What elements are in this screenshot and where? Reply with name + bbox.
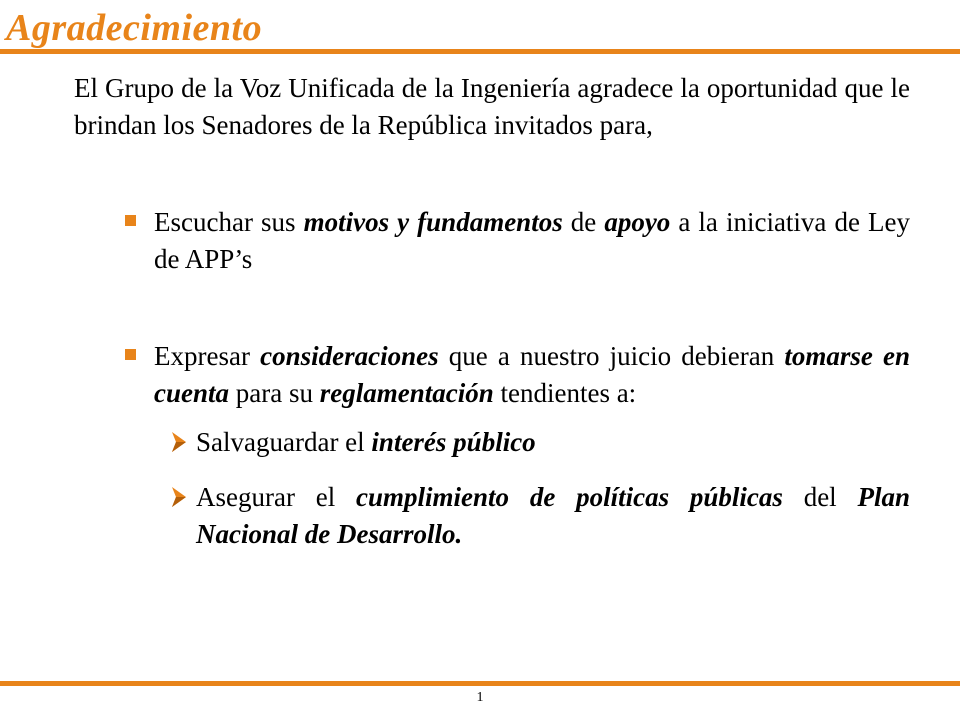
emphasis-text: tomarse en cuenta xyxy=(154,341,910,408)
page-number: 1 xyxy=(476,690,484,705)
emphasis-text: motivos y fundamentos xyxy=(303,207,563,237)
square-bullet-icon xyxy=(125,215,136,226)
arrowhead-bullet-icon xyxy=(170,485,188,509)
bullet-text xyxy=(154,341,910,408)
text-run: del xyxy=(782,482,858,512)
bullet-item-escuchar xyxy=(74,204,910,278)
subbullet-text xyxy=(196,427,536,457)
arrowhead-bullet-icon xyxy=(170,430,188,454)
emphasis-text: consideraciones xyxy=(260,341,439,371)
emphasis-text: Plan Nacional de Desarrollo. xyxy=(196,482,910,549)
bullet-text xyxy=(154,207,910,274)
emphasis-text: cumplimiento de políticas públicas xyxy=(356,482,783,512)
emphasis-text: apoyo xyxy=(604,207,671,237)
slide-title: Agradecimiento xyxy=(6,7,263,49)
text-run: Salvaguardar el xyxy=(196,427,372,457)
text-run: para su xyxy=(229,378,320,408)
bullet-item-expresar xyxy=(74,338,910,412)
square-bullet-icon xyxy=(125,349,136,360)
subbullet-item-salvaguardar xyxy=(74,424,910,461)
emphasis-text: reglamentación xyxy=(319,378,494,408)
title-underline-rule xyxy=(0,49,960,54)
text-run: de xyxy=(562,207,605,237)
emphasis-text: interés público xyxy=(371,427,536,457)
text-run: a la iniciativa de Ley de APP’s xyxy=(154,207,910,274)
subbullet-text xyxy=(196,482,910,549)
text-run: Expresar xyxy=(154,341,261,371)
text-run: Asegurar el xyxy=(196,482,357,512)
intro-paragraph: El Grupo de la Voz Unificada de la Ingeniería agradece la oportunidad que le brindan los Senadores de la República invitados para, xyxy=(74,73,910,140)
subbullet-item-asegurar xyxy=(74,479,910,553)
footer-rule xyxy=(0,681,960,686)
text-run: tendientes a: xyxy=(493,378,637,408)
text-run: Escuchar sus xyxy=(154,207,304,237)
text-run: que a nuestro juicio debieran xyxy=(438,341,785,371)
slide-body xyxy=(74,70,910,553)
